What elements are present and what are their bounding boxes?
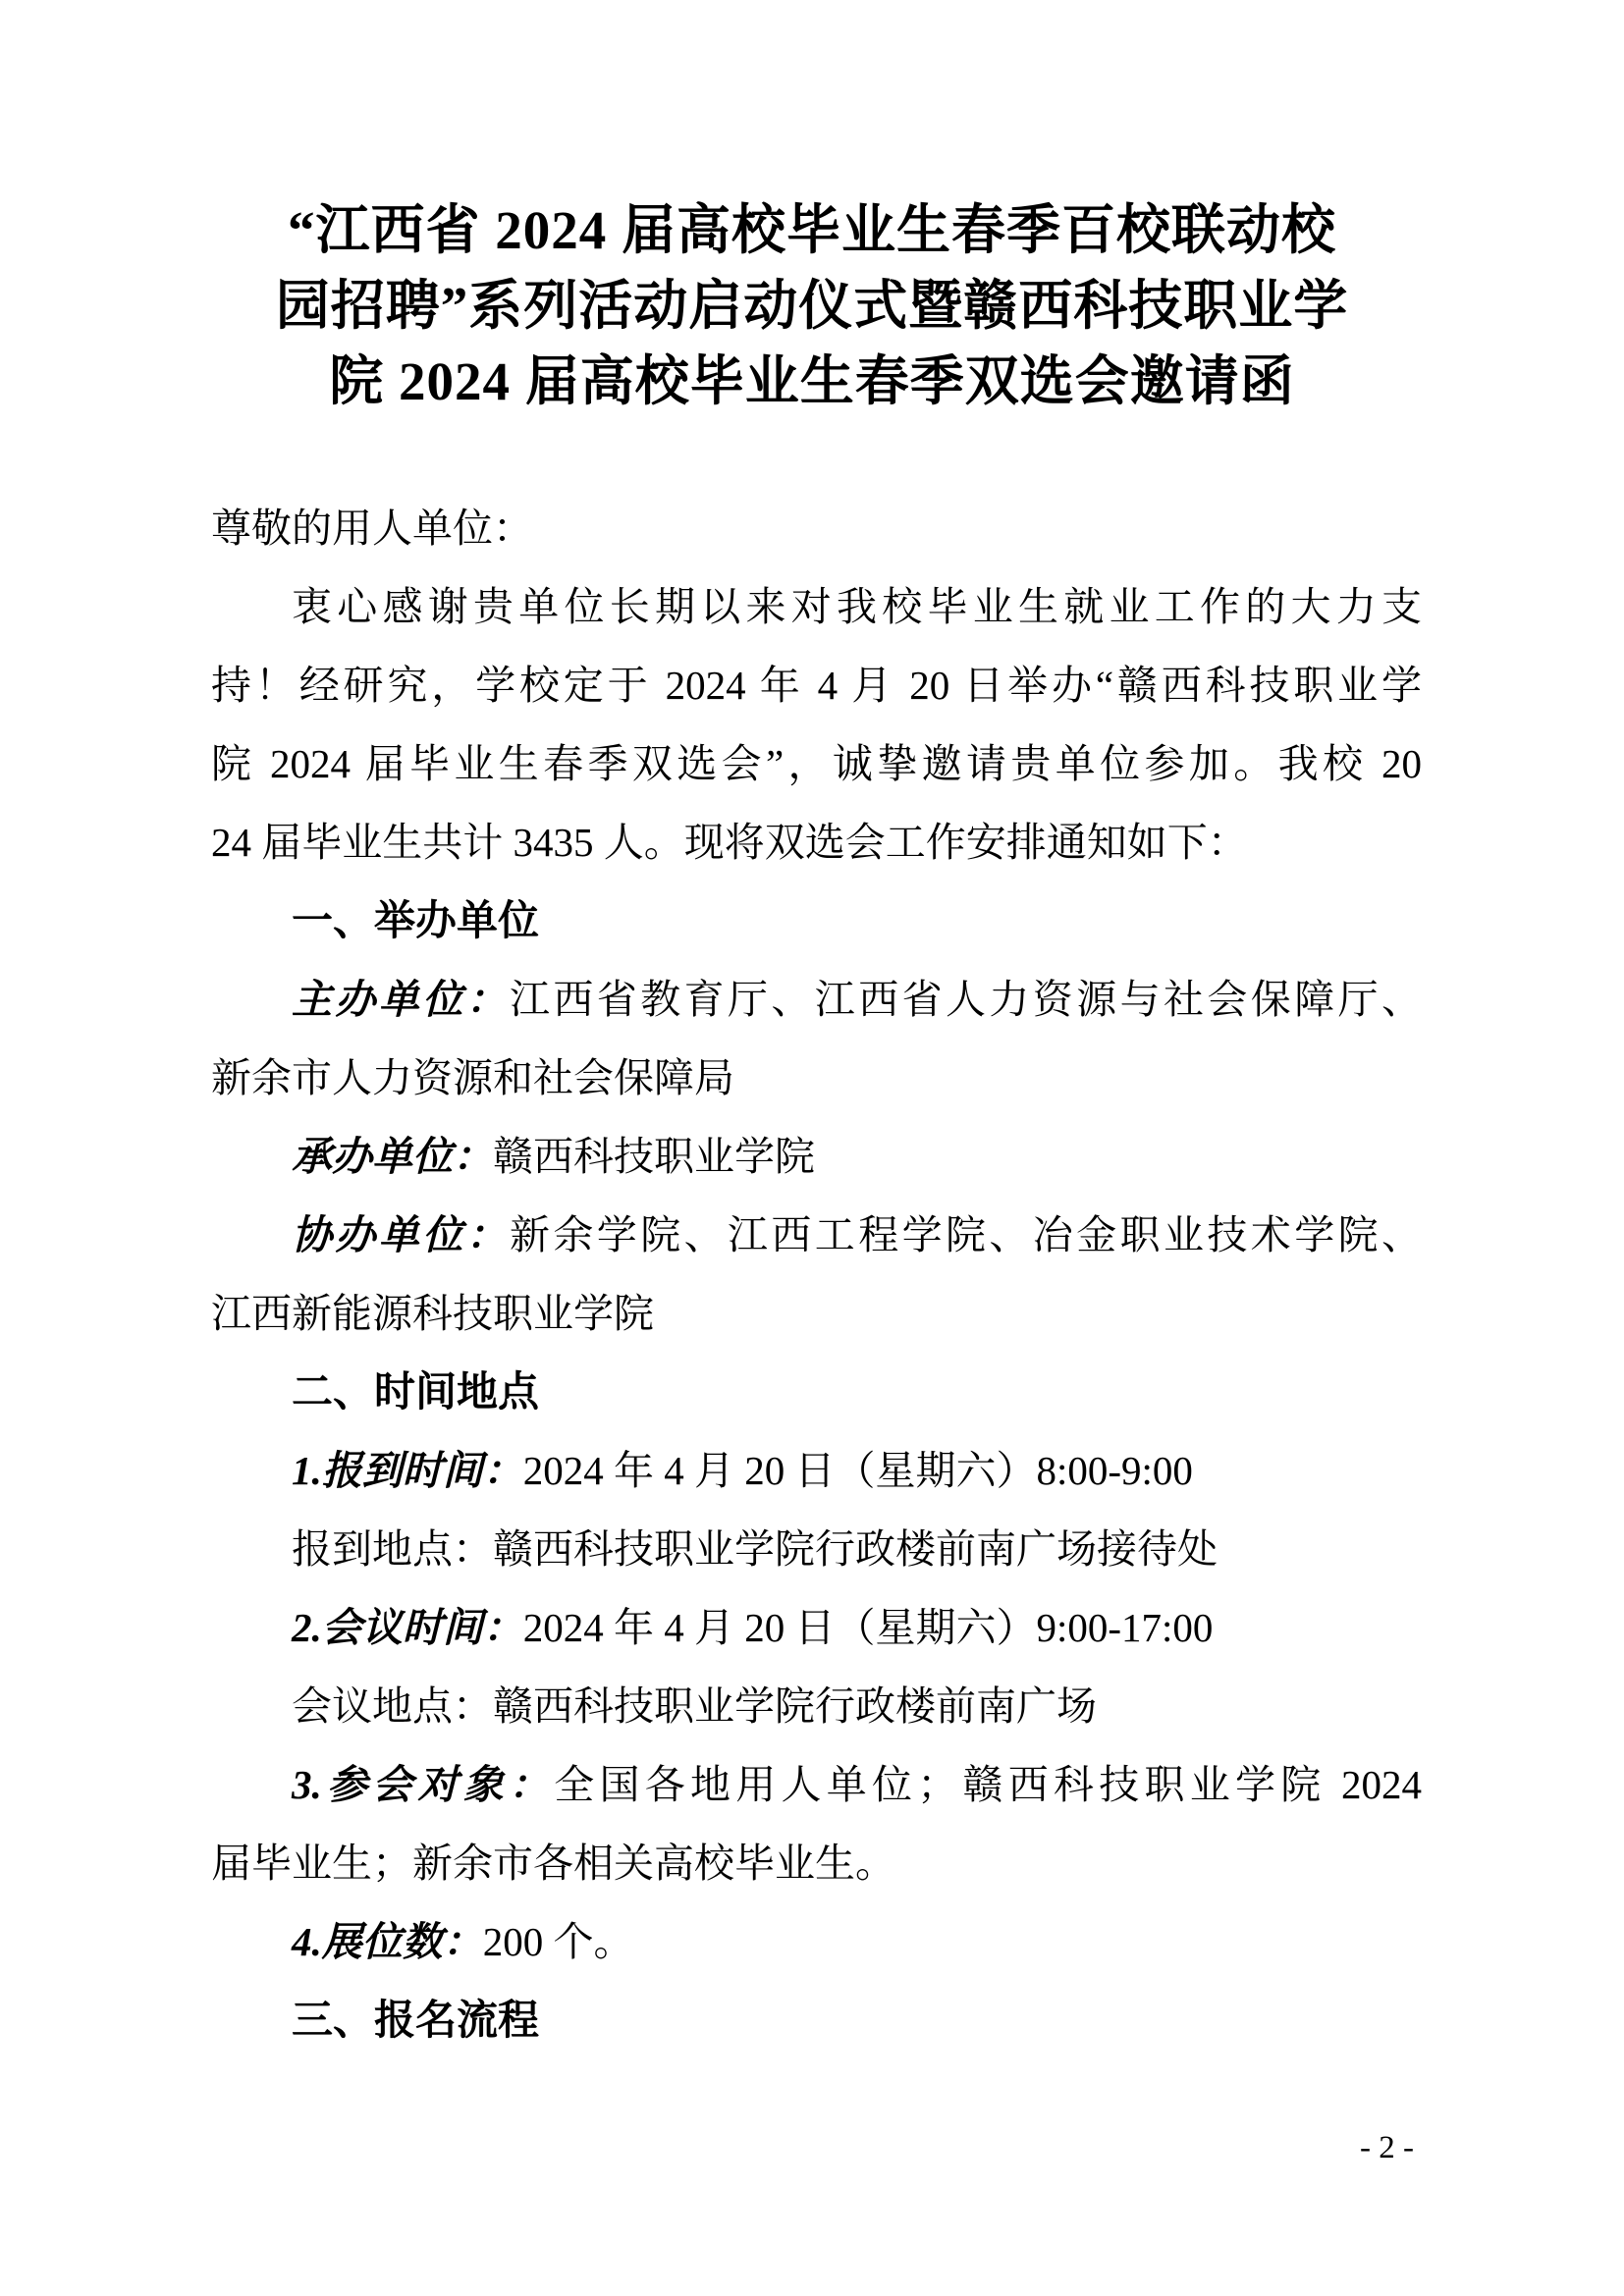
line-label: 4.展位数： [292, 1919, 483, 1964]
page-number: - 2 - [1360, 2130, 1414, 2165]
document-line: 24 届毕业生共计 3435 人。现将双选会工作安排通知如下： [211, 820, 1248, 865]
section-heading: 一、举办单位 [292, 897, 540, 943]
line-label: 承办单位： [292, 1134, 493, 1179]
document-line [211, 960, 1422, 1039]
document-line: 届毕业生；新余市各相关高校毕业生。 [211, 1841, 895, 1886]
document-line [211, 1588, 1422, 1667]
section-heading: 三、报名流程 [292, 1997, 540, 2043]
line-text: 赣西科技职业学院 [493, 1134, 815, 1179]
line-label: 2.会议时间： [292, 1605, 523, 1650]
document-line [211, 1902, 1422, 1981]
document-line [211, 1745, 1422, 1824]
document-line: 新余市人力资源和社会保障局 [211, 1055, 734, 1100]
document-line: 报到地点：赣西科技职业学院行政楼前南广场接待处 [292, 1526, 1218, 1572]
document-line [211, 1431, 1422, 1510]
line-text: 200 个。 [482, 1919, 634, 1964]
line-text: 新余学院、江西工程学院、冶金职业技术学院、 [510, 1212, 1422, 1257]
line-text: 全国各地用人单位；赣西科技职业学院 2024 [554, 1762, 1422, 1807]
document-line: 衷心感谢贵单位长期以来对我校毕业生就业工作的大力支 [292, 584, 1422, 629]
document-line: 江西新能源科技职业学院 [211, 1291, 654, 1336]
line-text: 2024 年 4 月 20 日（星期六）9:00-17:00 [522, 1605, 1214, 1650]
line-text: 2024 年 4 月 20 日（星期六）8:00-9:00 [522, 1448, 1193, 1493]
document-body [211, 489, 1422, 2059]
document-line: 持！经研究，学校定于 2024 年 4 月 20 日举办“赣西科技职业学 [211, 663, 1422, 708]
document-title-line: “江西省 2024 届高校毕业生春季百校联动校 [287, 200, 1336, 260]
document-line: 尊敬的用人单位： [211, 506, 533, 551]
line-label: 1.报到时间： [292, 1448, 523, 1493]
document-line: 院 2024 届毕业生春季双选会”，诚挚邀请贵单位参加。我校 20 [211, 741, 1422, 786]
line-label: 协办单位： [292, 1212, 510, 1257]
document-title [128, 192, 1496, 419]
document-line [211, 1196, 1422, 1274]
line-text: 江西省教育厅、江西省人力资源与社会保障厅、 [510, 977, 1422, 1022]
line-label: 3.参会对象： [292, 1762, 555, 1807]
document-line: 会议地点：赣西科技职业学院行政楼前南广场 [292, 1683, 1097, 1729]
document-line [211, 1117, 1422, 1196]
line-label: 主办单位： [292, 977, 510, 1022]
section-heading: 二、时间地点 [292, 1368, 540, 1415]
document-title-line: 院 2024 届高校毕业生春季双选会邀请函 [329, 351, 1295, 411]
document-title-line: 园招聘”系列活动启动仪式暨赣西科技职业学 [275, 276, 1349, 336]
